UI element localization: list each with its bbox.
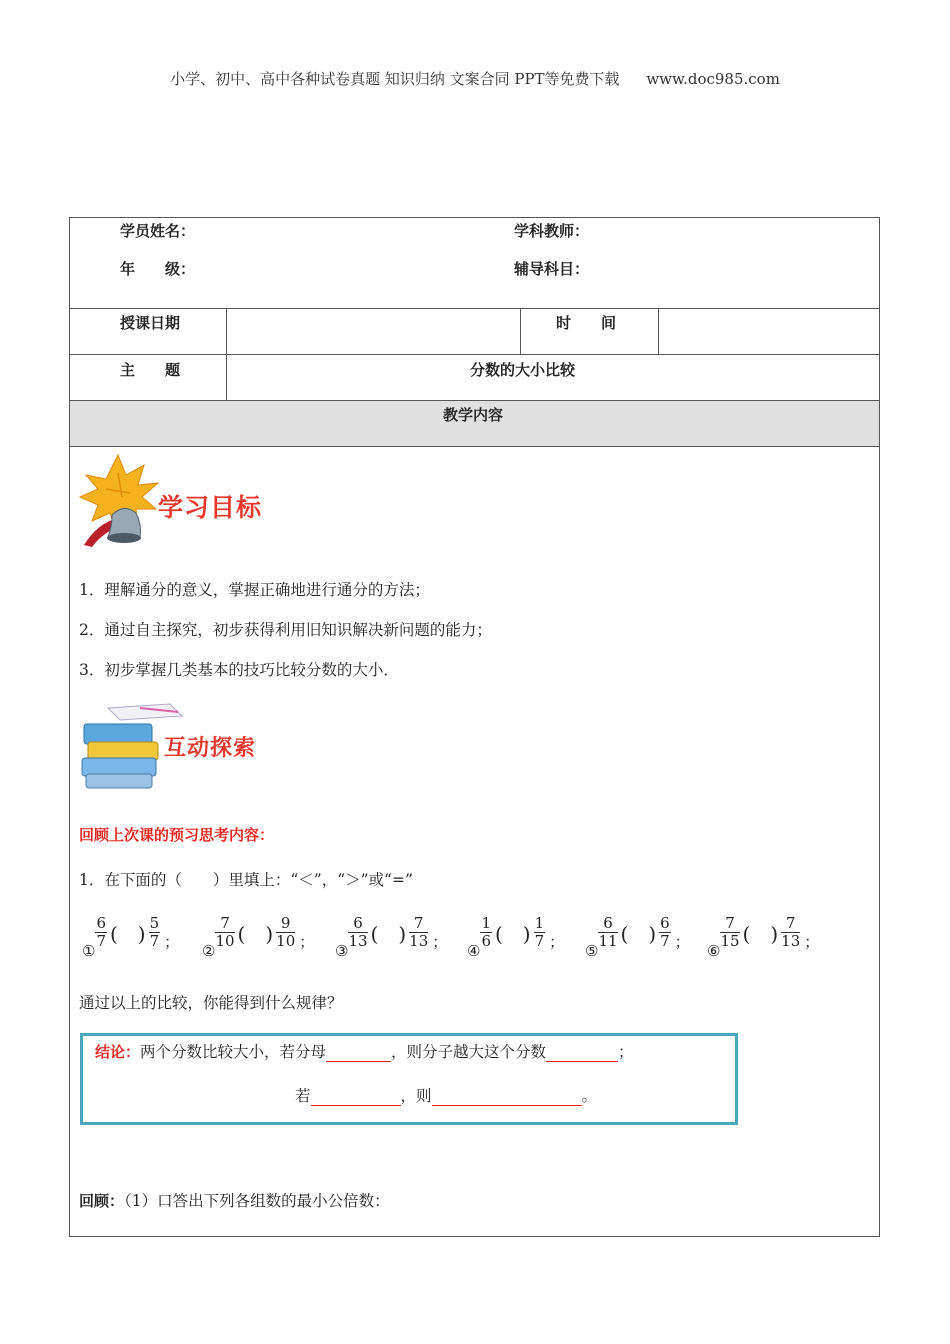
fraction: $\frac{6}{11}$ bbox=[598, 914, 618, 950]
fraction: $\frac{1}{6}$ bbox=[481, 914, 491, 950]
review-line bbox=[79, 1189, 390, 1211]
topic-value: 分数的大小比较 bbox=[470, 361, 576, 379]
fraction: $\frac{1}{7}$ bbox=[534, 914, 545, 950]
conclusion-line-1: 结论：两个分数比较大小，若分母 ，则分子越大这个分数 ； bbox=[95, 1043, 634, 1061]
page-header bbox=[0, 68, 950, 89]
rule-question: 通过以上的比较，你能得到什么规律？ bbox=[79, 994, 343, 1012]
fraction: $\frac{9}{10}$ bbox=[276, 914, 296, 950]
item-mark: ⑤ bbox=[585, 942, 599, 960]
item-mark: ① bbox=[82, 942, 96, 960]
objective-3: 3．初步掌握几类基本的技巧比较分数的大小． bbox=[79, 661, 399, 679]
comparison-item: ① $\frac{6}{7}$ ( ) $\frac{5}{7}$ ； bbox=[82, 914, 180, 960]
divider bbox=[520, 309, 521, 354]
fraction: $\frac{6}{13}$ bbox=[348, 914, 368, 950]
divider bbox=[658, 309, 659, 354]
divider bbox=[226, 309, 227, 354]
goals-banner bbox=[78, 453, 278, 549]
question-1: 1．在下面的（ ）里填上：“＜”，“＞”或“=” bbox=[79, 871, 413, 889]
comparison-item: ⑥ $\frac{7}{15}$ ( ) $\frac{7}{13}$ ； bbox=[707, 914, 820, 960]
student-label: 学员姓名： bbox=[120, 222, 196, 240]
goals-title: 学习目标 bbox=[158, 493, 263, 522]
content-header-row bbox=[70, 401, 879, 447]
comparison-item: ③ $\frac{6}{13}$ ( ) $\frac{7}{13}$ ； bbox=[335, 914, 448, 960]
comparison-item: ② $\frac{7}{10}$ ( ) $\frac{9}{10}$ ； bbox=[202, 914, 315, 960]
time-label: 时 间 bbox=[556, 314, 617, 332]
topic-row bbox=[70, 355, 879, 401]
content-header: 教学内容 bbox=[443, 406, 504, 424]
fill-blank[interactable] bbox=[326, 1045, 391, 1062]
answer-blank[interactable]: ( ) bbox=[370, 922, 407, 946]
answer-blank[interactable]: ( ) bbox=[110, 922, 146, 946]
fraction: $\frac{7}{13}$ bbox=[781, 914, 801, 950]
review-heading: 回顾上次课的预习思考内容： bbox=[79, 826, 275, 844]
item-mark: ③ bbox=[335, 942, 349, 960]
fraction: $\frac{6}{7}$ bbox=[660, 914, 670, 950]
review-text: （1）口答出下列各组数的最小公倍数： bbox=[124, 1192, 390, 1210]
content-area bbox=[70, 447, 879, 1236]
explore-banner bbox=[78, 702, 278, 794]
date-label: 授课日期 bbox=[120, 314, 181, 332]
item-mark: ② bbox=[202, 942, 216, 960]
fraction: $\frac{7}{10}$ bbox=[215, 914, 235, 950]
fraction: $\frac{7}{15}$ bbox=[720, 914, 740, 950]
fill-blank[interactable] bbox=[311, 1089, 401, 1106]
answer-blank[interactable]: ( ) bbox=[495, 922, 531, 946]
comparison-item: ⑤ $\frac{6}{11}$ ( ) $\frac{6}{7}$ ； bbox=[585, 914, 690, 960]
comparison-item: ④ $\frac{1}{6}$ ( ) $\frac{1}{7}$ ； bbox=[467, 914, 565, 960]
header-url[interactable]: www.doc985.com bbox=[646, 70, 780, 88]
header-text: 小学、初中、高中各种试卷真题 知识归纳 文案合同 PPT等免费下载 bbox=[170, 70, 620, 88]
conclusion-box bbox=[80, 1033, 738, 1125]
answer-blank[interactable]: ( ) bbox=[620, 922, 657, 946]
fraction: $\frac{5}{7}$ bbox=[149, 914, 160, 950]
fill-blank[interactable] bbox=[546, 1045, 618, 1062]
conclusion-label: 结论： bbox=[95, 1043, 141, 1061]
topic-label: 主 题 bbox=[120, 361, 181, 379]
objective-2: 2．通过自主探究，初步获得利用旧知识解决新问题的能力； bbox=[79, 621, 492, 639]
review-label: 回顾： bbox=[79, 1192, 125, 1210]
teacher-label: 学科教师： bbox=[514, 222, 590, 240]
student-info-row bbox=[70, 218, 879, 309]
date-time-row bbox=[70, 309, 879, 355]
divider bbox=[226, 355, 227, 400]
subject-label: 辅导科目： bbox=[514, 260, 590, 278]
lesson-table bbox=[69, 217, 880, 1237]
grade-label: 年 级： bbox=[120, 260, 196, 278]
conclusion-line-2: 若 ，则 。 bbox=[295, 1087, 598, 1105]
item-mark: ④ bbox=[467, 942, 481, 960]
fill-blank[interactable] bbox=[432, 1089, 582, 1106]
fraction: $\frac{7}{13}$ bbox=[409, 914, 429, 950]
explore-title: 互动探索 bbox=[164, 736, 257, 761]
fraction: $\frac{6}{7}$ bbox=[96, 914, 106, 950]
answer-blank[interactable]: ( ) bbox=[237, 922, 274, 946]
item-mark: ⑥ bbox=[707, 942, 721, 960]
objective-1: 1．理解通分的意义，掌握正确地进行通分的方法； bbox=[79, 581, 430, 599]
answer-blank[interactable]: ( ) bbox=[742, 922, 779, 946]
